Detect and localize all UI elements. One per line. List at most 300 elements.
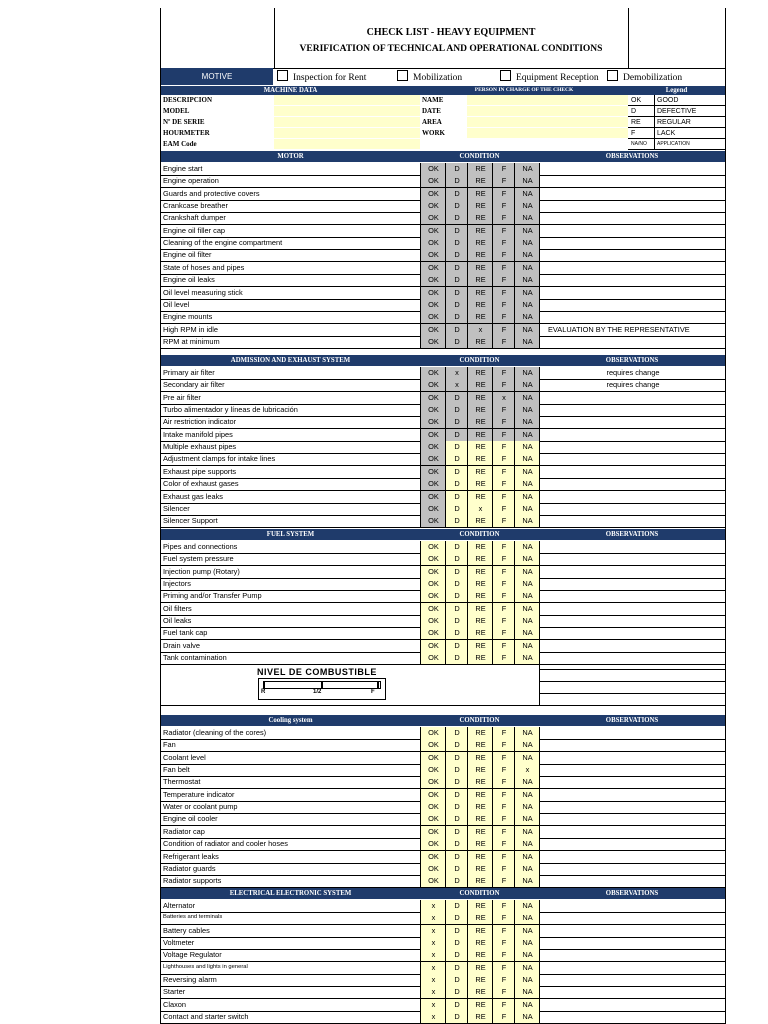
- observation-cell[interactable]: [539, 727, 726, 739]
- observation-cell[interactable]: [539, 200, 726, 212]
- condition-cell-ok[interactable]: OK: [420, 627, 446, 639]
- condition-cell-ok[interactable]: OK: [420, 615, 446, 627]
- observation-cell[interactable]: [539, 212, 726, 224]
- condition-cell-d[interactable]: D: [445, 986, 468, 998]
- condition-cell-ok[interactable]: x: [420, 937, 446, 949]
- condition-cell-f[interactable]: F: [492, 590, 515, 602]
- observation-cell[interactable]: [539, 336, 726, 348]
- condition-cell-f[interactable]: F: [492, 225, 515, 237]
- condition-cell-na[interactable]: NA: [514, 937, 540, 949]
- observation-cell[interactable]: [539, 603, 726, 615]
- condition-cell-d[interactable]: D: [445, 875, 468, 887]
- condition-cell-ok[interactable]: OK: [420, 274, 446, 286]
- person-field-input[interactable]: [467, 106, 628, 116]
- condition-cell-d[interactable]: D: [445, 441, 468, 453]
- condition-cell-na[interactable]: NA: [514, 727, 540, 739]
- condition-cell-na[interactable]: NA: [514, 999, 540, 1011]
- condition-cell-re[interactable]: RE: [467, 237, 493, 249]
- condition-cell-d[interactable]: D: [445, 652, 468, 664]
- condition-cell-re[interactable]: RE: [467, 640, 493, 652]
- condition-cell-f[interactable]: F: [492, 764, 515, 776]
- condition-cell-na[interactable]: NA: [514, 640, 540, 652]
- observation-cell[interactable]: [539, 986, 726, 998]
- condition-cell-re[interactable]: RE: [467, 615, 493, 627]
- condition-cell-f[interactable]: F: [492, 801, 515, 813]
- motive-option-inspection[interactable]: Inspection for Rent: [277, 70, 366, 83]
- machine-field-input[interactable]: [274, 139, 420, 149]
- condition-cell-na[interactable]: NA: [514, 566, 540, 578]
- observation-cell[interactable]: [539, 262, 726, 274]
- condition-cell-d[interactable]: D: [445, 212, 468, 224]
- condition-cell-re[interactable]: RE: [467, 299, 493, 311]
- condition-cell-ok[interactable]: OK: [420, 299, 446, 311]
- condition-cell-ok[interactable]: OK: [420, 515, 446, 527]
- condition-cell-na[interactable]: NA: [514, 503, 540, 515]
- observation-cell[interactable]: [539, 491, 726, 503]
- condition-cell-re[interactable]: RE: [467, 188, 493, 200]
- condition-cell-na[interactable]: NA: [514, 1011, 540, 1023]
- observation-cell[interactable]: [539, 466, 726, 478]
- condition-cell-f[interactable]: F: [492, 900, 515, 912]
- condition-cell-ok[interactable]: OK: [420, 739, 446, 751]
- condition-cell-f[interactable]: F: [492, 727, 515, 739]
- condition-cell-d[interactable]: x: [445, 379, 468, 391]
- condition-cell-d[interactable]: D: [445, 999, 468, 1011]
- person-field-input[interactable]: [467, 95, 628, 105]
- condition-cell-d[interactable]: D: [445, 974, 468, 986]
- condition-cell-re[interactable]: RE: [467, 287, 493, 299]
- observation-cell[interactable]: [539, 912, 726, 924]
- condition-cell-d[interactable]: D: [445, 813, 468, 825]
- condition-cell-ok[interactable]: x: [420, 1011, 446, 1023]
- observation-cell[interactable]: [539, 627, 726, 639]
- condition-cell-na[interactable]: NA: [514, 367, 540, 379]
- condition-cell-re[interactable]: RE: [467, 789, 493, 801]
- checkbox-icon[interactable]: [500, 70, 511, 81]
- condition-cell-ok[interactable]: OK: [420, 311, 446, 323]
- condition-cell-f[interactable]: F: [492, 974, 515, 986]
- condition-cell-d[interactable]: D: [445, 404, 468, 416]
- condition-cell-na[interactable]: NA: [514, 962, 540, 974]
- condition-cell-d[interactable]: D: [445, 175, 468, 187]
- condition-cell-ok[interactable]: OK: [420, 541, 446, 553]
- machine-field-input[interactable]: [274, 95, 420, 105]
- checkbox-icon[interactable]: [607, 70, 618, 81]
- observation-cell[interactable]: [539, 553, 726, 565]
- condition-cell-d[interactable]: D: [445, 287, 468, 299]
- condition-cell-f[interactable]: F: [492, 429, 515, 441]
- condition-cell-ok[interactable]: OK: [420, 776, 446, 788]
- condition-cell-f[interactable]: F: [492, 851, 515, 863]
- condition-cell-re[interactable]: RE: [467, 1011, 493, 1023]
- condition-cell-ok[interactable]: OK: [420, 379, 446, 391]
- observation-cell[interactable]: [539, 962, 726, 974]
- condition-cell-na[interactable]: NA: [514, 274, 540, 286]
- condition-cell-ok[interactable]: OK: [420, 225, 446, 237]
- condition-cell-na[interactable]: NA: [514, 974, 540, 986]
- condition-cell-d[interactable]: D: [445, 739, 468, 751]
- condition-cell-f[interactable]: F: [492, 789, 515, 801]
- observation-cell[interactable]: [539, 949, 726, 961]
- condition-cell-re[interactable]: x: [467, 503, 493, 515]
- observation-cell[interactable]: [539, 392, 726, 404]
- observation-cell[interactable]: [539, 851, 726, 863]
- condition-cell-ok[interactable]: x: [420, 974, 446, 986]
- machine-field-input[interactable]: [274, 117, 420, 127]
- condition-cell-f[interactable]: F: [492, 863, 515, 875]
- condition-cell-f[interactable]: F: [492, 188, 515, 200]
- condition-cell-ok[interactable]: OK: [420, 429, 446, 441]
- condition-cell-d[interactable]: D: [445, 578, 468, 590]
- condition-cell-f[interactable]: F: [492, 541, 515, 553]
- condition-cell-f[interactable]: F: [492, 249, 515, 261]
- condition-cell-f[interactable]: F: [492, 212, 515, 224]
- condition-cell-na[interactable]: NA: [514, 416, 540, 428]
- condition-cell-re[interactable]: RE: [467, 249, 493, 261]
- observation-cell[interactable]: [539, 974, 726, 986]
- condition-cell-f[interactable]: F: [492, 949, 515, 961]
- condition-cell-re[interactable]: RE: [467, 776, 493, 788]
- condition-cell-f[interactable]: F: [492, 627, 515, 639]
- condition-cell-d[interactable]: D: [445, 188, 468, 200]
- condition-cell-re[interactable]: RE: [467, 225, 493, 237]
- condition-cell-ok[interactable]: OK: [420, 287, 446, 299]
- condition-cell-re[interactable]: RE: [467, 515, 493, 527]
- condition-cell-na[interactable]: x: [514, 764, 540, 776]
- condition-cell-na[interactable]: NA: [514, 851, 540, 863]
- condition-cell-f[interactable]: F: [492, 1011, 515, 1023]
- condition-cell-d[interactable]: D: [445, 416, 468, 428]
- observation-cell[interactable]: [539, 999, 726, 1011]
- condition-cell-re[interactable]: RE: [467, 553, 493, 565]
- condition-cell-f[interactable]: F: [492, 752, 515, 764]
- observation-cell[interactable]: [539, 590, 726, 602]
- observation-cell[interactable]: [539, 175, 726, 187]
- condition-cell-na[interactable]: NA: [514, 578, 540, 590]
- observation-cell[interactable]: [539, 838, 726, 850]
- condition-cell-na[interactable]: NA: [514, 627, 540, 639]
- condition-cell-f[interactable]: F: [492, 336, 515, 348]
- condition-cell-f[interactable]: F: [492, 274, 515, 286]
- condition-cell-na[interactable]: NA: [514, 287, 540, 299]
- condition-cell-na[interactable]: NA: [514, 478, 540, 490]
- condition-cell-ok[interactable]: OK: [420, 212, 446, 224]
- observation-cell[interactable]: [539, 826, 726, 838]
- observation-cell[interactable]: [539, 578, 726, 590]
- condition-cell-f[interactable]: F: [492, 986, 515, 998]
- observation-cell[interactable]: [539, 299, 726, 311]
- condition-cell-re[interactable]: RE: [467, 466, 493, 478]
- condition-cell-f[interactable]: F: [492, 466, 515, 478]
- condition-cell-re[interactable]: RE: [467, 875, 493, 887]
- condition-cell-re[interactable]: RE: [467, 566, 493, 578]
- condition-cell-d[interactable]: D: [445, 237, 468, 249]
- condition-cell-na[interactable]: NA: [514, 752, 540, 764]
- condition-cell-d[interactable]: D: [445, 566, 468, 578]
- condition-cell-ok[interactable]: x: [420, 962, 446, 974]
- condition-cell-ok[interactable]: x: [420, 912, 446, 924]
- observation-cell[interactable]: [539, 429, 726, 441]
- condition-cell-na[interactable]: NA: [514, 776, 540, 788]
- condition-cell-re[interactable]: RE: [467, 416, 493, 428]
- condition-cell-f[interactable]: F: [492, 287, 515, 299]
- condition-cell-na[interactable]: NA: [514, 838, 540, 850]
- condition-cell-na[interactable]: NA: [514, 249, 540, 261]
- condition-cell-f[interactable]: F: [492, 912, 515, 924]
- condition-cell-d[interactable]: D: [445, 262, 468, 274]
- condition-cell-d[interactable]: D: [445, 937, 468, 949]
- condition-cell-d[interactable]: D: [445, 515, 468, 527]
- condition-cell-d[interactable]: D: [445, 801, 468, 813]
- condition-cell-d[interactable]: D: [445, 553, 468, 565]
- condition-cell-d[interactable]: D: [445, 225, 468, 237]
- condition-cell-re[interactable]: RE: [467, 590, 493, 602]
- condition-cell-na[interactable]: NA: [514, 603, 540, 615]
- condition-cell-f[interactable]: F: [492, 175, 515, 187]
- condition-cell-na[interactable]: NA: [514, 491, 540, 503]
- condition-cell-na[interactable]: NA: [514, 212, 540, 224]
- condition-cell-re[interactable]: RE: [467, 478, 493, 490]
- condition-cell-ok[interactable]: OK: [420, 163, 446, 175]
- condition-cell-re[interactable]: RE: [467, 578, 493, 590]
- condition-cell-na[interactable]: NA: [514, 553, 540, 565]
- condition-cell-re[interactable]: RE: [467, 826, 493, 838]
- condition-cell-f[interactable]: F: [492, 379, 515, 391]
- condition-cell-re[interactable]: RE: [467, 974, 493, 986]
- condition-cell-re[interactable]: RE: [467, 541, 493, 553]
- condition-cell-na[interactable]: NA: [514, 875, 540, 887]
- condition-cell-f[interactable]: F: [492, 553, 515, 565]
- condition-cell-f[interactable]: F: [492, 311, 515, 323]
- observation-cell[interactable]: [539, 274, 726, 286]
- condition-cell-ok[interactable]: OK: [420, 838, 446, 850]
- condition-cell-re[interactable]: RE: [467, 813, 493, 825]
- condition-cell-f[interactable]: F: [492, 404, 515, 416]
- condition-cell-na[interactable]: NA: [514, 652, 540, 664]
- observation-cell[interactable]: [539, 503, 726, 515]
- condition-cell-d[interactable]: D: [445, 249, 468, 261]
- condition-cell-re[interactable]: RE: [467, 175, 493, 187]
- observation-cell[interactable]: EVALUATION BY THE REPRESENTATIVE: [539, 324, 734, 336]
- condition-cell-d[interactable]: D: [445, 752, 468, 764]
- condition-cell-na[interactable]: NA: [514, 175, 540, 187]
- condition-cell-re[interactable]: RE: [467, 212, 493, 224]
- condition-cell-na[interactable]: NA: [514, 336, 540, 348]
- condition-cell-re[interactable]: RE: [467, 627, 493, 639]
- condition-cell-na[interactable]: NA: [514, 262, 540, 274]
- observation-cell[interactable]: [539, 478, 726, 490]
- observation-cell[interactable]: [539, 287, 726, 299]
- condition-cell-re[interactable]: RE: [467, 404, 493, 416]
- observation-cell[interactable]: [539, 237, 726, 249]
- observation-cell[interactable]: [539, 515, 726, 527]
- condition-cell-re[interactable]: RE: [467, 999, 493, 1011]
- condition-cell-na[interactable]: NA: [514, 466, 540, 478]
- condition-cell-f[interactable]: F: [492, 776, 515, 788]
- condition-cell-d[interactable]: D: [445, 274, 468, 286]
- condition-cell-ok[interactable]: OK: [420, 764, 446, 776]
- condition-cell-re[interactable]: RE: [467, 962, 493, 974]
- condition-cell-na[interactable]: NA: [514, 900, 540, 912]
- observation-cell[interactable]: [539, 900, 726, 912]
- condition-cell-ok[interactable]: x: [420, 986, 446, 998]
- condition-cell-ok[interactable]: OK: [420, 237, 446, 249]
- condition-cell-d[interactable]: D: [445, 912, 468, 924]
- condition-cell-na[interactable]: NA: [514, 299, 540, 311]
- observation-cell[interactable]: [539, 453, 726, 465]
- observation-cell[interactable]: [539, 188, 726, 200]
- person-field-input[interactable]: [467, 117, 628, 127]
- condition-cell-f[interactable]: F: [492, 999, 515, 1011]
- condition-cell-ok[interactable]: x: [420, 949, 446, 961]
- condition-cell-na[interactable]: NA: [514, 324, 540, 336]
- condition-cell-ok[interactable]: OK: [420, 652, 446, 664]
- condition-cell-d[interactable]: D: [445, 336, 468, 348]
- condition-cell-na[interactable]: NA: [514, 826, 540, 838]
- condition-cell-ok[interactable]: x: [420, 999, 446, 1011]
- condition-cell-d[interactable]: D: [445, 863, 468, 875]
- condition-cell-f[interactable]: F: [492, 515, 515, 527]
- observation-cell[interactable]: [539, 311, 726, 323]
- condition-cell-d[interactable]: D: [445, 491, 468, 503]
- condition-cell-f[interactable]: F: [492, 813, 515, 825]
- condition-cell-f[interactable]: F: [492, 826, 515, 838]
- condition-cell-d[interactable]: D: [445, 466, 468, 478]
- condition-cell-d[interactable]: D: [445, 163, 468, 175]
- condition-cell-na[interactable]: NA: [514, 379, 540, 391]
- condition-cell-ok[interactable]: OK: [420, 590, 446, 602]
- condition-cell-na[interactable]: NA: [514, 225, 540, 237]
- condition-cell-d[interactable]: x: [445, 367, 468, 379]
- condition-cell-na[interactable]: NA: [514, 925, 540, 937]
- condition-cell-ok[interactable]: OK: [420, 640, 446, 652]
- observation-cell[interactable]: [539, 789, 726, 801]
- condition-cell-ok[interactable]: OK: [420, 336, 446, 348]
- observation-cell[interactable]: [539, 416, 726, 428]
- motive-option-mobilization[interactable]: Mobilization: [397, 70, 462, 83]
- motive-option-reception[interactable]: Equipment Reception: [500, 70, 599, 83]
- observation-cell[interactable]: [539, 863, 726, 875]
- condition-cell-ok[interactable]: OK: [420, 478, 446, 490]
- condition-cell-d[interactable]: D: [445, 925, 468, 937]
- condition-cell-re[interactable]: RE: [467, 727, 493, 739]
- condition-cell-ok[interactable]: OK: [420, 262, 446, 274]
- condition-cell-na[interactable]: NA: [514, 863, 540, 875]
- condition-cell-d[interactable]: D: [445, 503, 468, 515]
- condition-cell-re[interactable]: RE: [467, 163, 493, 175]
- condition-cell-re[interactable]: RE: [467, 311, 493, 323]
- condition-cell-ok[interactable]: OK: [420, 566, 446, 578]
- condition-cell-na[interactable]: NA: [514, 615, 540, 627]
- condition-cell-ok[interactable]: OK: [420, 188, 446, 200]
- condition-cell-f[interactable]: F: [492, 603, 515, 615]
- condition-cell-f[interactable]: F: [492, 838, 515, 850]
- condition-cell-re[interactable]: RE: [467, 752, 493, 764]
- condition-cell-ok[interactable]: OK: [420, 453, 446, 465]
- condition-cell-re[interactable]: RE: [467, 441, 493, 453]
- condition-cell-re[interactable]: RE: [467, 200, 493, 212]
- condition-cell-re[interactable]: RE: [467, 986, 493, 998]
- condition-cell-na[interactable]: NA: [514, 801, 540, 813]
- condition-cell-ok[interactable]: OK: [420, 466, 446, 478]
- condition-cell-re[interactable]: RE: [467, 801, 493, 813]
- condition-cell-ok[interactable]: OK: [420, 249, 446, 261]
- condition-cell-ok[interactable]: OK: [420, 416, 446, 428]
- condition-cell-f[interactable]: F: [492, 262, 515, 274]
- condition-cell-ok[interactable]: OK: [420, 875, 446, 887]
- condition-cell-re[interactable]: RE: [467, 900, 493, 912]
- condition-cell-d[interactable]: D: [445, 851, 468, 863]
- condition-cell-na[interactable]: NA: [514, 163, 540, 175]
- condition-cell-f[interactable]: F: [492, 324, 515, 336]
- observation-cell[interactable]: [539, 776, 726, 788]
- condition-cell-na[interactable]: NA: [514, 311, 540, 323]
- condition-cell-f[interactable]: F: [492, 163, 515, 175]
- condition-cell-d[interactable]: D: [445, 299, 468, 311]
- condition-cell-f[interactable]: F: [492, 739, 515, 751]
- condition-cell-ok[interactable]: OK: [420, 200, 446, 212]
- condition-cell-d[interactable]: D: [445, 392, 468, 404]
- condition-cell-na[interactable]: NA: [514, 441, 540, 453]
- observation-cell[interactable]: [539, 875, 726, 887]
- condition-cell-f[interactable]: F: [492, 937, 515, 949]
- condition-cell-f[interactable]: F: [492, 416, 515, 428]
- condition-cell-ok[interactable]: OK: [420, 441, 446, 453]
- condition-cell-na[interactable]: NA: [514, 739, 540, 751]
- condition-cell-re[interactable]: RE: [467, 739, 493, 751]
- observation-cell[interactable]: [539, 225, 726, 237]
- condition-cell-d[interactable]: D: [445, 603, 468, 615]
- condition-cell-ok[interactable]: OK: [420, 603, 446, 615]
- condition-cell-ok[interactable]: OK: [420, 789, 446, 801]
- condition-cell-d[interactable]: D: [445, 590, 468, 602]
- condition-cell-d[interactable]: D: [445, 324, 468, 336]
- condition-cell-d[interactable]: D: [445, 962, 468, 974]
- condition-cell-re[interactable]: RE: [467, 764, 493, 776]
- condition-cell-re[interactable]: RE: [467, 453, 493, 465]
- observation-cell[interactable]: [539, 566, 726, 578]
- condition-cell-f[interactable]: F: [492, 200, 515, 212]
- condition-cell-re[interactable]: RE: [467, 949, 493, 961]
- condition-cell-na[interactable]: NA: [514, 188, 540, 200]
- observation-cell[interactable]: [539, 1011, 726, 1023]
- condition-cell-f[interactable]: F: [492, 503, 515, 515]
- condition-cell-re[interactable]: RE: [467, 262, 493, 274]
- observation-cell[interactable]: [539, 541, 726, 553]
- observation-cell[interactable]: [539, 640, 726, 652]
- condition-cell-ok[interactable]: OK: [420, 175, 446, 187]
- condition-cell-re[interactable]: RE: [467, 392, 493, 404]
- condition-cell-ok[interactable]: x: [420, 925, 446, 937]
- condition-cell-na[interactable]: NA: [514, 789, 540, 801]
- observation-cell[interactable]: requires change: [539, 367, 726, 379]
- condition-cell-na[interactable]: NA: [514, 404, 540, 416]
- condition-cell-f[interactable]: F: [492, 453, 515, 465]
- machine-field-input[interactable]: [274, 128, 420, 138]
- condition-cell-ok[interactable]: OK: [420, 851, 446, 863]
- condition-cell-d[interactable]: D: [445, 1011, 468, 1023]
- condition-cell-re[interactable]: RE: [467, 336, 493, 348]
- condition-cell-ok[interactable]: OK: [420, 813, 446, 825]
- condition-cell-d[interactable]: D: [445, 311, 468, 323]
- condition-cell-f[interactable]: F: [492, 237, 515, 249]
- motive-option-demobilization[interactable]: Demobilization: [607, 70, 682, 83]
- condition-cell-na[interactable]: NA: [514, 515, 540, 527]
- condition-cell-re[interactable]: RE: [467, 379, 493, 391]
- observation-cell[interactable]: [539, 163, 726, 175]
- condition-cell-ok[interactable]: OK: [420, 491, 446, 503]
- condition-cell-na[interactable]: NA: [514, 590, 540, 602]
